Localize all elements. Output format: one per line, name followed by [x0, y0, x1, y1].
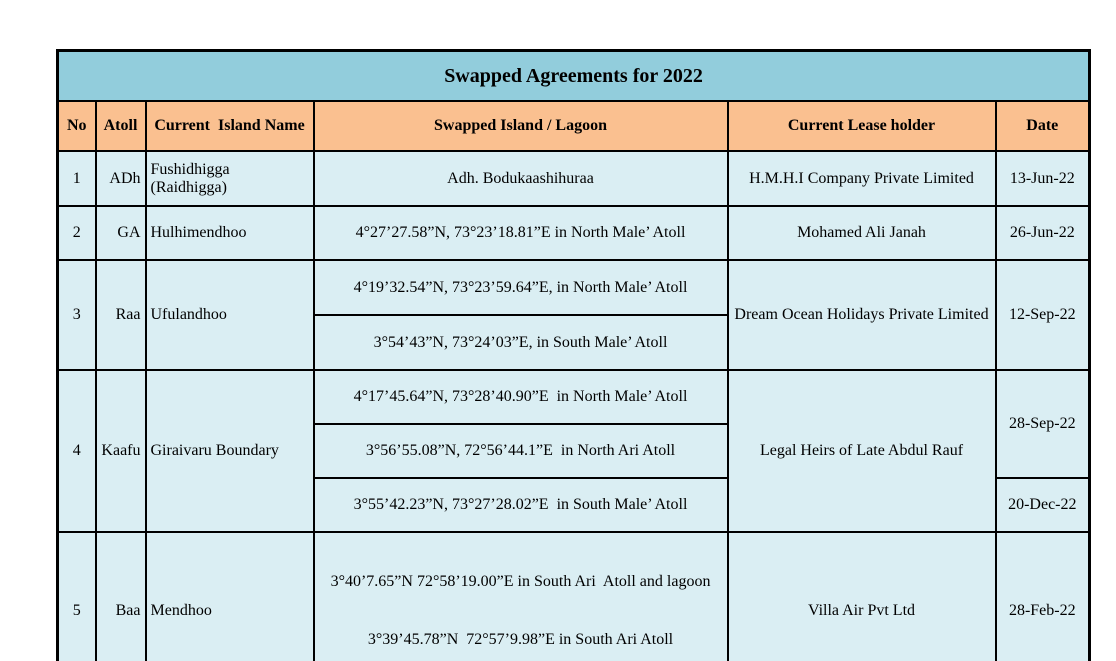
cell-swapped-island: 4°27’27.58”N, 73°23’18.81”E in North Male’ Atoll: [314, 206, 728, 260]
cell-swapped-island: Adh. Bodukaashihuraa: [314, 151, 728, 206]
col-header-date: Date: [996, 101, 1090, 151]
cell-date: 12-Sep-22: [996, 260, 1090, 370]
cell-no: 4: [58, 370, 96, 532]
cell-swapped-island: 4°17’45.64”N, 73°28’40.90”E in North Male’ Atoll: [314, 370, 728, 424]
cell-no: 3: [58, 260, 96, 370]
cell-atoll: GA: [96, 206, 146, 260]
cell-date: 13-Jun-22: [996, 151, 1090, 206]
cell-swapped-island: [314, 532, 728, 661]
cell-island-name: Mendhoo: [146, 532, 314, 661]
cell-no: 5: [58, 532, 96, 661]
title-row: [58, 51, 1090, 102]
table-row: [58, 151, 1090, 206]
col-header-no: No: [58, 101, 96, 151]
cell-atoll: Raa: [96, 260, 146, 370]
cell-island-name: Fushidhigga (Raidhigga): [146, 151, 314, 206]
table-title: Swapped Agreements for 2022: [58, 51, 1090, 102]
cell-swapped-island: 3°55’42.23”N, 73°27’28.02”E in South Male’ Atoll: [314, 478, 728, 532]
cell-date: 20-Dec-22: [996, 478, 1090, 532]
swapped-line-1: 3°40’7.65”N 72°58’19.00”E in South Ari Atoll and lagoon: [330, 573, 711, 590]
cell-lease-holder: Dream Ocean Holidays Private Limited: [728, 260, 996, 370]
cell-lease-holder: Mohamed Ali Janah: [728, 206, 996, 260]
swapped-agreements-table: [56, 49, 1091, 661]
cell-no: 2: [58, 206, 96, 260]
swapped-line-2: 3°39’45.78”N 72°57’9.98”E in South Ari Atoll: [367, 630, 674, 648]
cell-atoll: Baa: [96, 532, 146, 661]
cell-swapped-island: 3°54’43”N, 73°24’03”E, in South Male’ Atoll: [314, 315, 728, 370]
cell-swapped-island: 4°19’32.54”N, 73°23’59.64”E, in North Male’ Atoll: [314, 260, 728, 315]
col-header-lease-holder: Current Lease holder: [728, 101, 996, 151]
table-row: [58, 532, 1090, 661]
cell-date: 28-Feb-22: [996, 532, 1090, 661]
col-header-swapped-island: Swapped Island / Lagoon: [314, 101, 728, 151]
cell-island-name: Ufulandhoo: [146, 260, 314, 370]
table-row: [58, 206, 1090, 260]
cell-island-name: Giraivaru Boundary: [146, 370, 314, 532]
cell-atoll: ADh: [96, 151, 146, 206]
cell-swapped-island: 3°56’55.08”N, 72°56’44.1”E in North Ari Atoll: [314, 424, 728, 478]
table-row: [58, 370, 1090, 424]
cell-lease-holder: H.M.H.I Company Private Limited: [728, 151, 996, 206]
cell-lease-holder: Villa Air Pvt Ltd: [728, 532, 996, 661]
cell-island-name: Hulhimendhoo: [146, 206, 314, 260]
cell-no: 1: [58, 151, 96, 206]
table-row: [58, 260, 1090, 315]
col-header-atoll: Atoll: [96, 101, 146, 151]
col-header-island-name: Current Island Name: [146, 101, 314, 151]
cell-date: 26-Jun-22: [996, 206, 1090, 260]
cell-lease-holder: Legal Heirs of Late Abdul Rauf: [728, 370, 996, 532]
cell-atoll: Kaafu: [96, 370, 146, 532]
header-row: [58, 101, 1090, 151]
cell-date: 28-Sep-22: [996, 370, 1090, 478]
